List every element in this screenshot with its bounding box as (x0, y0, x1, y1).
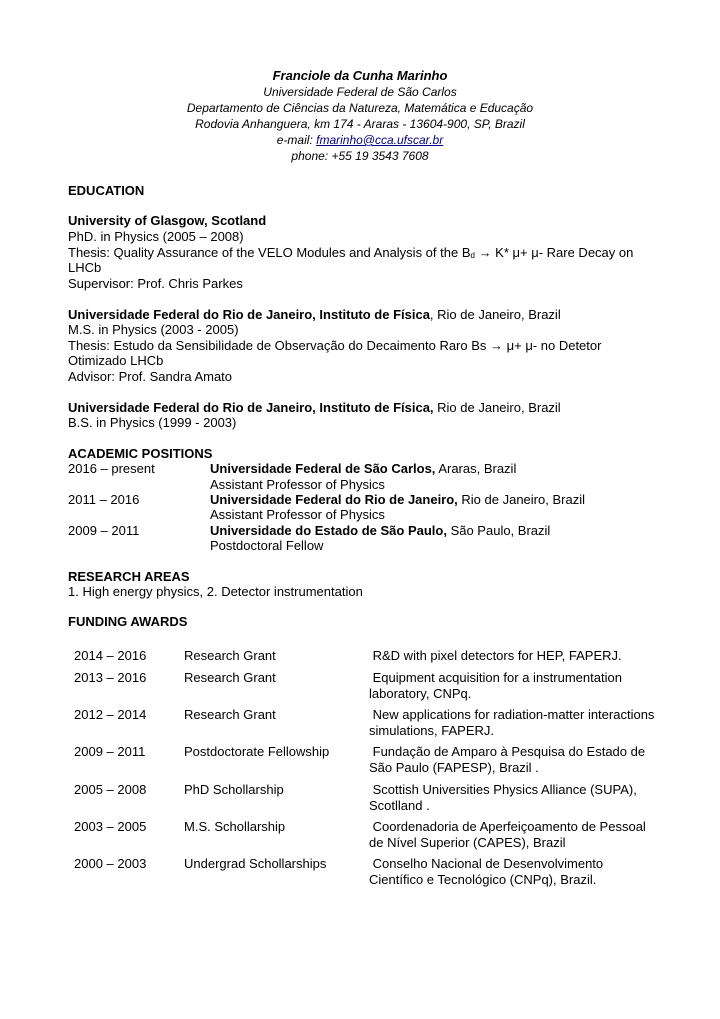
address: Rodovia Anhanguera, km 174 - Araras - 13604-900, SP, Brazil (195, 117, 525, 131)
funding-desc: Fundação de Amparo à Pesquisa do Estado de São Paulo (FAPESP), Brazil . (369, 744, 649, 775)
email-link[interactable]: fmarinho@cca.ufscar.br (316, 133, 444, 147)
ufrj-bs-school-line (68, 400, 561, 416)
funding-dates: 2014 – 2016 (74, 648, 147, 663)
funding-heading: FUNDING AWARDS (68, 614, 188, 629)
cv-header (0, 68, 720, 164)
ufrj-ms-school-line (68, 307, 561, 323)
education-heading: EDUCATION (68, 183, 145, 198)
position-location: Rio de Janeiro, Brazil (457, 492, 585, 507)
glasgow-school: University of Glasgow, Scotland (68, 213, 267, 228)
funding-dates: 2005 – 2008 (74, 782, 147, 797)
ufrj-ms-thesis: Thesis: Estudo da Sensibilidade de Observação do Decaimento Raro Bs → μ+ μ- no Detetor (68, 338, 602, 353)
ufrj-bs-degree: B.S. in Physics (1999 - 2003) (68, 415, 237, 430)
position-dates: 2009 – 2011 (68, 523, 140, 538)
author-name: Franciole da Cunha Marinho (272, 68, 448, 83)
funding-type: Research Grant (184, 670, 276, 685)
position-institution: Universidade Federal do Rio de Janeiro, (210, 492, 458, 507)
institution: Universidade Federal de São Carlos (263, 85, 457, 99)
ufrj-bs-school: Universidade Federal do Rio de Janeiro, Instituto de Física, (68, 400, 434, 415)
glasgow-supervisor: Supervisor: Prof. Chris Parkes (68, 276, 243, 291)
position-institution: Universidade Federal de São Carlos, (210, 461, 436, 476)
phone: phone: +55 19 3543 7608 (291, 149, 429, 163)
position-role: Assistant Professor of Physics (210, 477, 385, 492)
position-institution-line (210, 492, 585, 508)
funding-dates: 2009 – 2011 (74, 744, 146, 759)
email-line (0, 132, 720, 148)
ufrj-bs-location: Rio de Janeiro, Brazil (433, 400, 561, 415)
email-label: e-mail: (276, 133, 317, 147)
ufrj-ms-location: , Rio de Janeiro, Brazil (429, 307, 561, 322)
research-text: 1. High energy physics, 2. Detector instrumentation (68, 584, 363, 599)
funding-desc: New applications for radiation-matter interactions simulations, FAPERJ. (369, 707, 659, 738)
funding-desc: Coordenadoria de Aperfeiçoamento de Pessoal de Nível Superior (CAPES), Brazil (369, 819, 650, 850)
glasgow-thesis-line2: LHCb (68, 260, 102, 275)
funding-desc: R&D with pixel detectors for HEP, FAPERJ. (369, 648, 622, 663)
position-institution: Universidade do Estado de São Paulo, (210, 523, 447, 538)
position-dates: 2016 – present (68, 461, 155, 476)
funding-dates: 2003 – 2005 (74, 819, 147, 834)
funding-dates: 2012 – 2014 (74, 707, 147, 722)
funding-type: Research Grant (184, 707, 276, 722)
funding-type: PhD Schollarship (184, 782, 284, 797)
funding-desc: Scottish Universities Physics Alliance (SUPA), Scotlland . (369, 782, 641, 813)
ufrj-ms-degree: M.S. in Physics (2003 - 2005) (68, 322, 239, 337)
funding-type: Undergrad Schollarships (184, 856, 327, 871)
position-dates: 2011 – 2016 (68, 492, 140, 507)
funding-dates: 2000 – 2003 (74, 856, 147, 871)
position-role: Postdoctoral Fellow (210, 538, 324, 553)
position-institution-line (210, 523, 550, 539)
glasgow-degree: PhD. in Physics (2005 – 2008) (68, 229, 244, 244)
glasgow-thesis (68, 245, 633, 264)
funding-desc: Conselho Nacional de Desenvolvimento Científico e Tecnológico (CNPq), Brazil. (369, 856, 607, 887)
funding-type: M.S. Schollarship (184, 819, 286, 834)
position-location: São Paulo, Brazil (446, 523, 551, 538)
position-location: Araras, Brazil (435, 461, 517, 476)
position-institution-line (210, 461, 516, 477)
funding-type: Postdoctorate Fellowship (184, 744, 330, 759)
ufrj-ms-school: Universidade Federal do Rio de Janeiro, Instituto de Física (68, 307, 430, 322)
positions-heading: ACADEMIC POSITIONS (68, 446, 213, 461)
glasgow-thesis-post: → K* μ+ μ- Rare Decay on (474, 245, 634, 260)
ufrj-ms-thesis-line2: Otimizado LHCb (68, 353, 164, 368)
funding-desc: Equipment acquisition for a instrumentation laboratory, CNPq. (369, 670, 626, 701)
position-role: Assistant Professor of Physics (210, 507, 385, 522)
glasgow-thesis-pre: Thesis: Quality Assurance of the VELO Modules and Analysis of the B (68, 245, 471, 260)
funding-dates: 2013 – 2016 (74, 670, 147, 685)
ufrj-ms-advisor: Advisor: Prof. Sandra Amato (68, 369, 233, 384)
funding-type: Research Grant (184, 648, 276, 663)
glasgow-thesis-sub: d (470, 251, 475, 260)
research-heading: RESEARCH AREAS (68, 569, 190, 584)
department: Departamento de Ciências da Natureza, Matemática e Educação (186, 101, 534, 115)
